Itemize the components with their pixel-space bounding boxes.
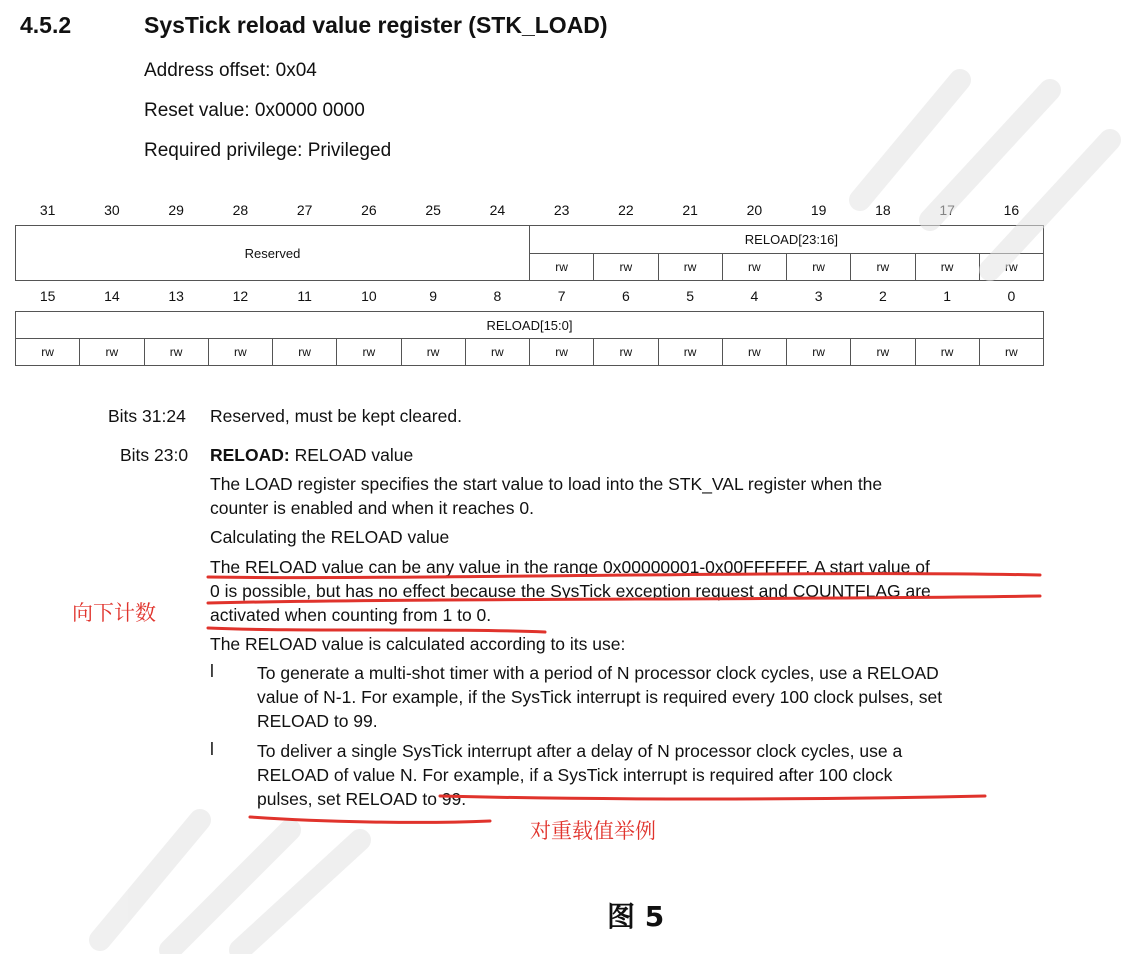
bit-number: 0 (1007, 288, 1016, 304)
bit-number: 21 (682, 202, 698, 218)
bit-number: 31 (39, 202, 56, 218)
paragraph-line: The RELOAD value can be any value in the range 0x00000001-0x00FFFFFF. A start value of (210, 557, 930, 577)
figure-label: 图 5 (607, 900, 665, 933)
bit-number: 29 (168, 202, 184, 218)
bit-number: 28 (232, 202, 249, 218)
reload-field-title: RELOAD value (289, 445, 414, 465)
bit-number: 19 (810, 202, 827, 218)
bit-number: 16 (1003, 202, 1020, 218)
access-rw: rw (273, 339, 337, 366)
access-rw: rw (658, 339, 722, 366)
access-rw: rw (915, 339, 979, 366)
bullet-marker: l (210, 661, 214, 681)
access-rw: rw (787, 339, 851, 366)
bit-number: 12 (232, 288, 249, 304)
reload-field-name: RELOAD: (210, 445, 290, 465)
access-rw: rw (979, 339, 1043, 366)
bit-number: 7 (557, 288, 566, 304)
bit-numbers-low-row (16, 281, 1044, 312)
bit-number: 3 (814, 288, 823, 304)
paragraph-line: value of N-1. For example, if the SysTick interrupt is required every 100 clock pulses, set (257, 687, 943, 707)
bullet-multi-shot (257, 661, 1047, 733)
bit-number: 30 (104, 202, 120, 218)
reload-usage-intro: The RELOAD value is calculated according to its use: (210, 634, 626, 654)
bit-number: 20 (746, 202, 763, 218)
bullet-single-shot (257, 739, 1047, 811)
bit-number: 1 (943, 288, 952, 304)
reload-bits-label: Bits 23:0 (120, 445, 189, 465)
paragraph-line: The LOAD register specifies the start value to load into the STK_VAL register when the (210, 474, 883, 494)
bit-number: 14 (104, 288, 120, 304)
reload-example-annotation: 对重载值举例 (530, 820, 656, 843)
bit-number: 24 (489, 202, 506, 218)
reload-high-field: RELOAD[23:16] (530, 226, 1044, 254)
bit-numbers-high-row (16, 195, 1044, 226)
bit-number: 22 (618, 202, 634, 218)
paragraph-line: RELOAD to 99. (257, 711, 378, 731)
reload-field-heading (210, 443, 413, 467)
reload-low-field: RELOAD[15:0] (16, 312, 1044, 339)
paragraph-line: RELOAD of value N. For example, if a SysTick interrupt is required after 100 clock (257, 765, 893, 785)
bit-number: 23 (553, 202, 570, 218)
access-rw: rw (787, 253, 851, 281)
bit-number: 26 (361, 202, 377, 218)
bit-number: 6 (621, 288, 630, 304)
bit-number: 25 (425, 202, 441, 218)
bit-number: 9 (429, 288, 438, 304)
reset-value: Reset value: 0x0000 0000 (144, 100, 365, 121)
paragraph-line: pulses, set RELOAD to 99. (257, 789, 467, 809)
count-down-annotation: 向下计数 (72, 602, 156, 625)
bit-number: 10 (361, 288, 377, 304)
paragraph-line: 0 is possible, but has no effect because the SysTick exception request and COUNTFLAG are (210, 581, 931, 601)
access-rw: rw (401, 339, 465, 366)
access-rw: rw (851, 253, 915, 281)
bit-number: 5 (686, 288, 695, 304)
register-bitfield-table (15, 195, 1044, 366)
bit-number: 13 (168, 288, 184, 304)
reserved-bits-label: Bits 31:24 (108, 406, 186, 426)
bit-number: 27 (296, 202, 313, 218)
bit-number: 18 (875, 202, 891, 218)
access-rw: rw (530, 339, 594, 366)
access-rw: rw (851, 339, 915, 366)
required-privilege: Required privilege: Privileged (144, 140, 392, 161)
calculating-heading: Calculating the RELOAD value (210, 527, 450, 547)
bit-number: 2 (878, 288, 887, 304)
paragraph-line: To generate a multi-shot timer with a period of N processor clock cycles, use a RELOAD (257, 663, 939, 683)
access-rw: rw (337, 339, 401, 366)
access-rw: rw (465, 339, 529, 366)
paragraph-line: counter is enabled and when it reaches 0. (210, 498, 534, 518)
load-register-paragraph (210, 472, 1040, 520)
bit-number: 17 (939, 202, 955, 218)
access-rw: rw (16, 339, 80, 366)
paragraph-line: activated when counting from 1 to 0. (210, 605, 492, 625)
paragraph-line: To deliver a single SysTick interrupt after a delay of N processor clock cycles, use a (257, 741, 903, 761)
access-rw: rw (594, 253, 658, 281)
reserved-bits-desc: Reserved, must be kept cleared. (210, 406, 462, 426)
access-rw: rw (915, 253, 979, 281)
reserved-field: Reserved (16, 226, 530, 281)
access-rw: rw (594, 339, 658, 366)
reload-range-paragraph (210, 555, 1040, 627)
access-rw: rw (80, 339, 144, 366)
bit-number: 4 (750, 288, 759, 304)
section-title: SysTick reload value register (STK_LOAD) (144, 12, 608, 38)
bit-number: 11 (297, 288, 312, 304)
address-offset: Address offset: 0x04 (144, 60, 317, 81)
access-rw: rw (530, 253, 594, 281)
section-number: 4.5.2 (20, 12, 72, 38)
access-rw: rw (658, 253, 722, 281)
bit-number: 8 (493, 288, 502, 304)
bit-number: 15 (39, 288, 56, 304)
access-rw: rw (722, 339, 786, 366)
access-rw: rw (144, 339, 208, 366)
access-rw: rw (208, 339, 272, 366)
access-rw: rw (979, 253, 1043, 281)
access-rw: rw (722, 253, 786, 281)
bullet-marker: l (210, 739, 214, 759)
